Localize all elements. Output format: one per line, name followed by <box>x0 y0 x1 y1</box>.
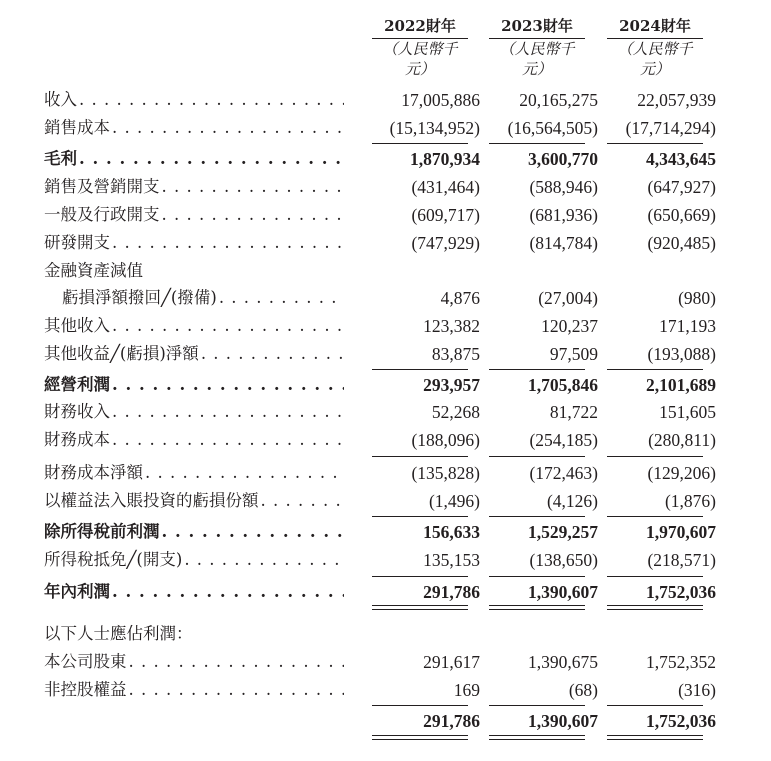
subtotal-rule <box>372 369 468 370</box>
value-2023: 1,390,607 <box>528 582 598 602</box>
value-2023: 1,390,607 <box>528 711 598 731</box>
subtotal-rule <box>607 576 703 577</box>
subtotal-rule <box>489 143 585 144</box>
row-gross-profit <box>0 145 771 173</box>
value-2024: 22,057,939 <box>637 90 716 110</box>
subtotal-rule <box>372 143 468 144</box>
value-2023: (814,784) <box>529 233 598 253</box>
value-2024: 4,343,645 <box>646 149 716 169</box>
value-2022: 52,268 <box>431 402 480 422</box>
value-2023: 120,237 <box>541 316 598 336</box>
row-label: 除所得稅前利潤 <box>44 522 160 541</box>
row-label: 其他收益╱(虧損)淨額 <box>44 344 199 363</box>
value-2023: (16,564,505) <box>507 118 598 138</box>
row-label: 銷售成本 <box>44 118 110 137</box>
value-2022: 17,005,886 <box>401 90 480 110</box>
row-selling-expenses <box>0 173 771 201</box>
column-unit: （人民幣千元） <box>382 40 458 78</box>
row-admin-expenses <box>0 201 771 229</box>
subtotal-rule <box>607 456 703 457</box>
value-2024: 1,970,607 <box>646 522 716 542</box>
value-2024: (129,206) <box>647 463 716 483</box>
subtotal-rule <box>607 516 703 517</box>
row-other-gains <box>0 340 771 368</box>
row-non-controlling-interests <box>0 676 771 704</box>
subtotal-rule <box>607 143 703 144</box>
row-impairment-net <box>0 284 771 312</box>
value-2023: 1,529,257 <box>528 522 598 542</box>
subtotal-rule <box>372 516 468 517</box>
subtotal-rule <box>372 576 468 577</box>
value-2022: 1,870,934 <box>410 149 480 169</box>
row-cost-of-sales <box>0 114 771 142</box>
row-attributable-total <box>0 707 771 735</box>
value-2024: (218,571) <box>647 550 716 570</box>
row-label: 本公司股東 <box>44 652 127 671</box>
row-label: 研發開支 <box>44 233 110 252</box>
row-label: 收入 <box>44 90 77 109</box>
total-double-rule <box>372 735 468 740</box>
row-label: 毛利 <box>44 149 77 168</box>
value-2022: 4,876 <box>440 288 480 308</box>
value-2024: 1,752,352 <box>646 652 716 672</box>
column-year: 2022財年 <box>384 17 456 35</box>
value-2023: (254,185) <box>529 430 598 450</box>
subtotal-rule <box>489 705 585 706</box>
value-2024: 1,752,036 <box>646 582 716 602</box>
row-label: 年內利潤 <box>44 582 110 601</box>
total-double-rule <box>372 605 468 610</box>
total-double-rule <box>607 735 703 740</box>
row-label: 金融資產減值 <box>44 261 143 280</box>
value-2024: (17,714,294) <box>625 118 716 138</box>
value-2022: (747,929) <box>411 233 480 253</box>
value-2024: (647,927) <box>647 177 716 197</box>
row-label: 一般及行政開支 <box>44 205 160 224</box>
value-2022: 83,875 <box>431 344 480 364</box>
value-2022: 135,153 <box>423 550 480 570</box>
column-header-2024 <box>607 16 703 78</box>
value-2023: (681,936) <box>529 205 598 225</box>
row-label: 其他收入 <box>44 316 110 335</box>
subtotal-rule <box>607 369 703 370</box>
column-year: 2024財年 <box>619 17 691 35</box>
value-2023: (4,126) <box>546 491 598 511</box>
row-label: 財務收入 <box>44 402 110 421</box>
value-2022: 123,382 <box>423 316 480 336</box>
value-2023: (588,946) <box>529 177 598 197</box>
row-finance-costs <box>0 426 771 454</box>
row-attributable-heading <box>0 620 771 648</box>
value-2023: 1,705,846 <box>528 375 598 395</box>
row-rd-expenses <box>0 229 771 257</box>
subtotal-rule <box>489 369 585 370</box>
row-income-tax <box>0 546 771 574</box>
row-label: 虧損淨額撥回╱(撥備) <box>62 288 217 307</box>
row-operating-profit <box>0 371 771 399</box>
row-impairment-heading <box>0 257 771 285</box>
value-2023: 20,165,275 <box>519 90 598 110</box>
value-2024: (280,811) <box>648 430 716 450</box>
value-2024: (920,485) <box>647 233 716 253</box>
value-2023: 1,390,675 <box>528 652 598 672</box>
value-2023: (27,004) <box>538 288 598 308</box>
column-unit: （人民幣千元） <box>499 40 575 78</box>
value-2024: 151,605 <box>659 402 716 422</box>
row-label: 以下人士應佔利潤： <box>44 624 193 643</box>
row-label: 財務成本 <box>44 430 110 449</box>
value-2024: (1,876) <box>664 491 716 511</box>
value-2023: (138,650) <box>529 550 598 570</box>
value-2022: 291,786 <box>423 582 480 602</box>
column-header-2022 <box>372 16 468 78</box>
value-2024: (980) <box>678 288 716 308</box>
row-profit-before-tax <box>0 518 771 546</box>
row-label: 非控股權益 <box>44 680 127 699</box>
row-finance-income <box>0 398 771 426</box>
value-2022: (1,496) <box>428 491 480 511</box>
row-profit-for-year <box>0 578 771 606</box>
total-double-rule <box>607 605 703 610</box>
subtotal-rule <box>489 516 585 517</box>
row-label: 所得稅抵免╱(開支) <box>44 550 183 569</box>
total-double-rule <box>489 605 585 610</box>
value-2023: (68) <box>568 680 598 700</box>
row-revenue <box>0 86 771 114</box>
value-2023: (172,463) <box>529 463 598 483</box>
value-2022: 156,633 <box>423 522 480 542</box>
row-owners-of-company <box>0 648 771 676</box>
value-2024: 1,752,036 <box>646 711 716 731</box>
value-2022: 169 <box>453 680 480 700</box>
value-2024: (650,669) <box>647 205 716 225</box>
row-label: 財務成本淨額 <box>44 463 143 482</box>
total-double-rule <box>489 735 585 740</box>
subtotal-rule <box>372 705 468 706</box>
value-2023: 3,600,770 <box>528 149 598 169</box>
value-2024: (316) <box>678 680 716 700</box>
value-2022: (431,464) <box>411 177 480 197</box>
subtotal-rule <box>372 456 468 457</box>
subtotal-rule <box>489 576 585 577</box>
value-2022: (135,828) <box>411 463 480 483</box>
row-equity-method-loss <box>0 487 771 515</box>
row-label: 以權益法入賬投資的虧損份額 <box>44 491 259 510</box>
value-2022: 291,617 <box>423 652 480 672</box>
column-year: 2023財年 <box>501 17 573 35</box>
column-unit: （人民幣千元） <box>617 40 693 78</box>
value-2022: (609,717) <box>411 205 480 225</box>
value-2024: 2,101,689 <box>646 375 716 395</box>
value-2024: (193,088) <box>647 344 716 364</box>
column-header-2023 <box>489 16 585 78</box>
value-2022: (188,096) <box>411 430 480 450</box>
value-2023: 97,509 <box>549 344 598 364</box>
value-2023: 81,722 <box>549 402 598 422</box>
row-other-income <box>0 312 771 340</box>
row-net-finance-costs <box>0 459 771 487</box>
value-2024: 171,193 <box>659 316 716 336</box>
subtotal-rule <box>489 456 585 457</box>
value-2022: 291,786 <box>423 711 480 731</box>
value-2022: (15,134,952) <box>389 118 480 138</box>
subtotal-rule <box>607 705 703 706</box>
row-label: 經營利潤 <box>44 375 110 394</box>
value-2022: 293,957 <box>423 375 480 395</box>
row-label: 銷售及營銷開支 <box>44 177 160 196</box>
